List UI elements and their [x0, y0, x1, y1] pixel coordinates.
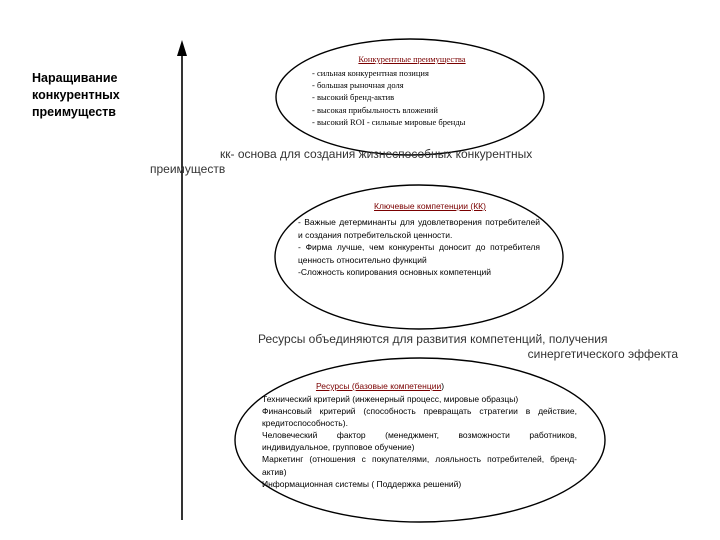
caption-line: Ресурсы объединяются для развития компетенций, получения — [258, 332, 608, 346]
body-paragraph: -Сложность копирования основных компетенций — [298, 267, 491, 278]
resources-title — [300, 381, 460, 391]
key-competences-body — [298, 216, 540, 279]
body-paragraph: - Фирма лучше, чем конкуренты доносит до потребителя ценность относительно функций — [298, 242, 540, 265]
list-item: - большая рыночная доля — [312, 80, 404, 91]
side-title-line: Наращивание — [32, 71, 118, 85]
side-title-line: конкурентных — [32, 88, 120, 102]
body-paragraph: - Важные детерминанты для удовлетворения потребителей и создания потребительской ценности. — [298, 217, 540, 240]
caption-line: кк- основа для создания жизнеспособных конкурентных — [220, 147, 533, 161]
body-paragraph: Информационная системы ( Поддержка решений) — [262, 478, 462, 489]
body-paragraph: Маркетинг (отношения с покупателями, лояльность потребителей, бренд-актив) — [262, 454, 577, 477]
body-paragraph: Технический критерий (инженерный процесс, мировые образцы) — [262, 394, 519, 404]
resources-body — [262, 393, 577, 490]
list-item: - высокий бренд-актив — [312, 92, 395, 103]
resources-caption — [258, 332, 678, 362]
list-item: - высокий ROI - сильные мировые бренды — [312, 116, 466, 127]
growth-arrow-head — [177, 40, 187, 56]
competitive-advantages-list — [312, 67, 512, 128]
caption-line: преимуществ — [150, 162, 226, 176]
key-competences-caption — [150, 147, 610, 177]
side-title-line: преимуществ — [32, 105, 116, 119]
caption-line: синергетического эффекта — [527, 347, 678, 361]
body-paragraph: Финансовый критерий (способность превращать стратегии в действие, кредитоспособность). — [262, 406, 577, 429]
side-title — [32, 70, 172, 121]
key-competences-title: Ключевые компетенции (КК) — [374, 201, 486, 211]
list-item: - сильная конкурентная позиция — [312, 68, 429, 78]
resources-title-text: Ресурсы (базовые компетенции — [315, 381, 442, 391]
body-paragraph: Человеческий фактор (менеджмент, возможности работников, индивидуальное, групповое обучение) — [262, 430, 577, 453]
resources-title-suffix: ) — [441, 381, 445, 391]
competitive-advantages-title: Конкурентные преимущества — [358, 54, 466, 64]
list-item: - высокая прибыльность вложений — [312, 104, 438, 115]
